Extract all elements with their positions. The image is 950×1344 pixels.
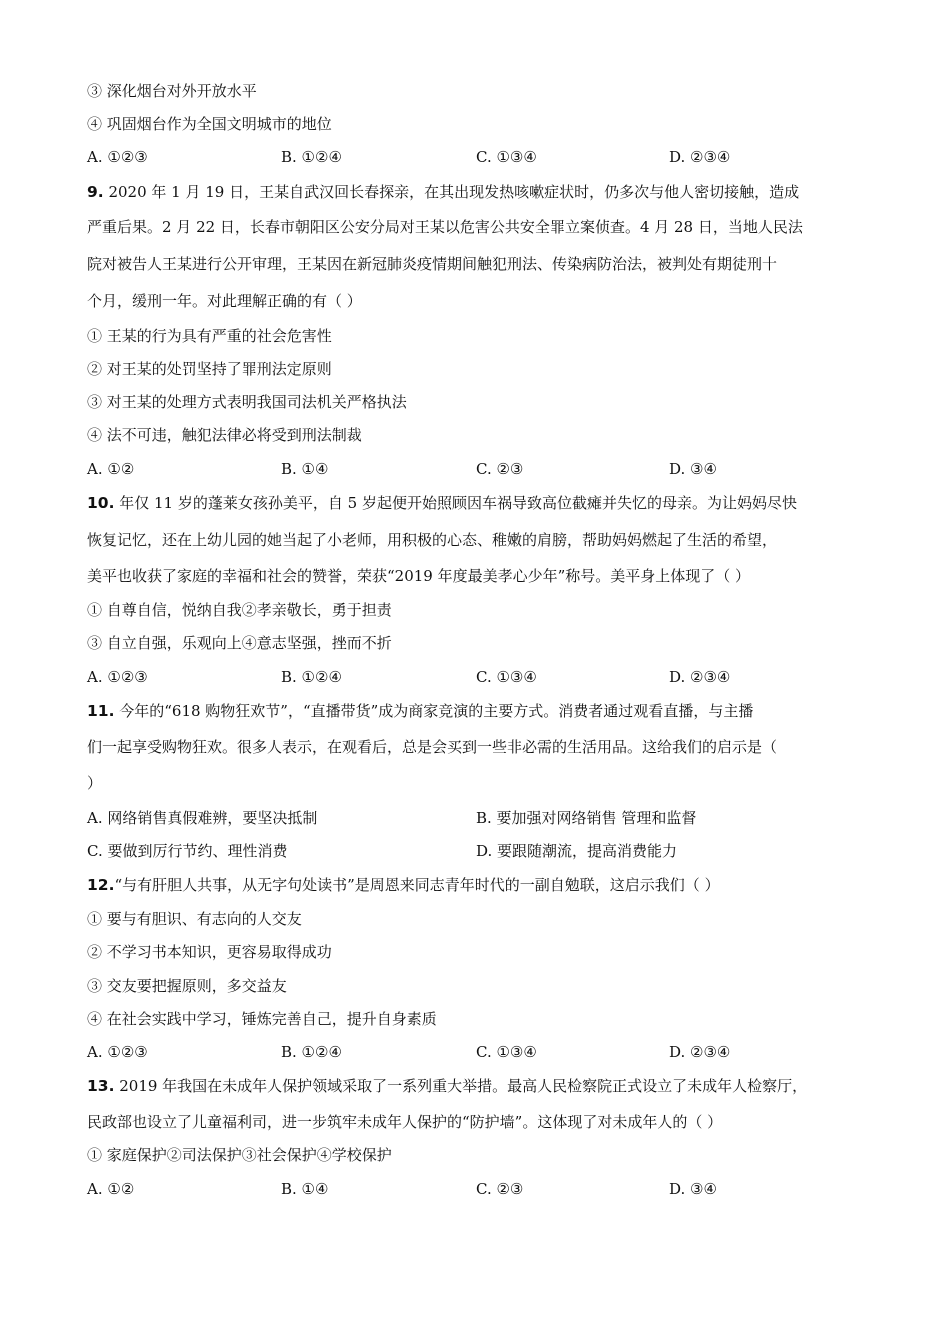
question-11-line-3: ） [87, 774, 103, 792]
statement-3: ③ 深化烟台对外开放水平 [87, 82, 257, 100]
question-number: 12. [87, 876, 115, 894]
option-b: B. ①②④ [281, 1043, 342, 1061]
option-d: D. ②③④ [669, 1043, 731, 1061]
option-a: A. 网络销售真假难辨，要坚决抵制 [87, 809, 318, 827]
question-number: 9. [87, 183, 104, 201]
option-c: C. 要做到厉行节约、理性消费 [87, 842, 288, 860]
question-9-line-2: 严重后果。2 月 22 日，长春市朝阳区公安分局对王某以危害公共安全罪立案侦查。4 月 28 日，当地人民法 [87, 218, 803, 236]
option-b: B. ①②④ [281, 668, 342, 686]
question-12-line-1: 12.“与有肝胆人共事，从无字句处读书”是周恩来同志青年时代的一副自勉联，这启示我们（ ） [87, 876, 720, 894]
option-c: C. ②③ [476, 1180, 524, 1198]
statement-2: ② 不学习书本知识，更容易取得成功 [87, 943, 332, 961]
option-b: B. 要加强对网络销售 管理和监督 [476, 809, 697, 827]
question-13-line-2: 民政部也设立了儿童福利司，进一步筑牢未成年人保护的“防护墙”。这体现了对未成年人的（ ） [87, 1113, 723, 1131]
option-a: A. ①②③ [87, 1043, 148, 1061]
option-a: A. ①② [87, 1180, 135, 1198]
question-number: 10. [87, 494, 115, 512]
option-b: B. ①④ [281, 460, 329, 478]
option-c: C. ①③④ [476, 148, 537, 166]
statement-3: ③ 对王某的处理方式表明我国司法机关严格执法 [87, 393, 407, 411]
question-9-line-3: 院对被告人王某进行公开审理，王某因在新冠肺炎疫情期间触犯刑法、传染病防治法，被判处有期徒刑十 [87, 255, 778, 273]
option-d: D. ②③④ [669, 668, 731, 686]
question-13-line-1: 13. 2019 年我国在未成年人保护领域采取了一系列重大举措。最高人民检察院正式设立了未成年人检察厅， [87, 1077, 808, 1095]
question-11-line-1: 11. 今年的“618 购物狂欢节”，“直播带货”成为商家竞演的主要方式。消费者通过观看直播，与主播 [87, 702, 754, 720]
option-a: A. ①②③ [87, 668, 148, 686]
option-d: D. 要跟随潮流，提高消费能力 [476, 842, 678, 860]
option-d: D. ③④ [669, 1180, 717, 1198]
statement-3: ③ 交友要把握原则，多交益友 [87, 977, 287, 995]
option-c: C. ①③④ [476, 668, 537, 686]
statement-4: ④ 巩固烟台作为全国文明城市的地位 [87, 115, 332, 133]
question-9-line-4: 个月，缓刑一年。对此理解正确的有（ ） [87, 292, 362, 310]
statement-3-4: ③ 自立自强，乐观向上④意志坚强，挫而不折 [87, 634, 392, 652]
option-b: B. ①②④ [281, 148, 342, 166]
question-number: 11. [87, 702, 115, 720]
statement-1: ① 要与有胆识、有志向的人交友 [87, 910, 302, 928]
question-11-line-2: 们一起享受购物狂欢。很多人表示，在观看后，总是会买到一些非必需的生活用品。这给我们的启示是（ [87, 738, 778, 756]
statement-1-4: ① 家庭保护②司法保护③社会保护④学校保护 [87, 1146, 392, 1164]
option-d: D. ②③④ [669, 148, 731, 166]
option-d: D. ③④ [669, 460, 717, 478]
question-10-line-3: 美平也收获了家庭的幸福和社会的赞誉，荣获“2019 年度最美孝心少年”称号。美平身上体现了（ ） [87, 567, 751, 585]
statement-1: ① 王某的行为具有严重的社会危害性 [87, 327, 332, 345]
question-number: 13. [87, 1077, 115, 1095]
option-b: B. ①④ [281, 1180, 329, 1198]
option-c: C. ①③④ [476, 1043, 537, 1061]
question-10-line-2: 恢复记忆，还在上幼儿园的她当起了小老师，用积极的心态、稚嫩的肩膀，帮助妈妈燃起了生活的希望， [87, 531, 778, 549]
statement-2: ② 对王某的处罚坚持了罪刑法定原则 [87, 360, 332, 378]
option-a: A. ①② [87, 460, 135, 478]
statement-4: ④ 在社会实践中学习，锤炼完善自己，提升自身素质 [87, 1010, 437, 1028]
option-a: A. ①②③ [87, 148, 148, 166]
question-10-line-1: 10. 年仅 11 岁的蓬莱女孩孙美平，自 5 岁起便开始照顾因车祸导致高位截瘫并失忆的母亲。为让妈妈尽快 [87, 494, 797, 512]
statement-4: ④ 法不可违，触犯法律必将受到刑法制裁 [87, 426, 362, 444]
statement-1-2: ① 自尊自信，悦纳自我②孝亲敬长，勇于担责 [87, 601, 392, 619]
option-c: C. ②③ [476, 460, 524, 478]
question-9-line-1: 9. 2020 年 1 月 19 日，王某自武汉回长春探亲，在其出现发热咳嗽症状时，仍多次与他人密切接触，造成 [87, 183, 800, 201]
